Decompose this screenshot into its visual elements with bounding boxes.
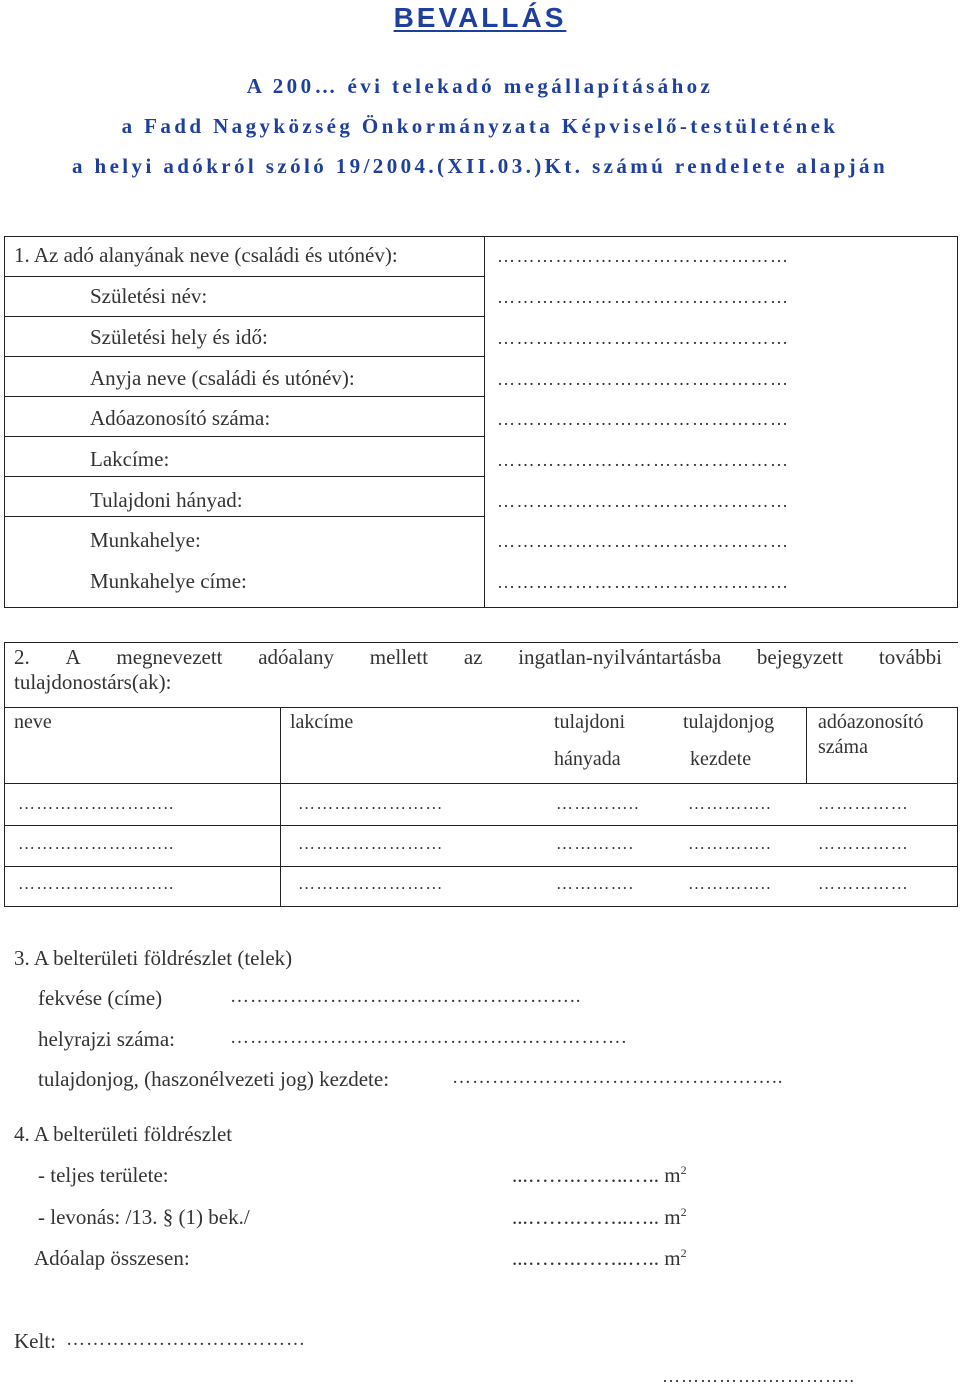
co-owner-share-field[interactable]: …………. — [556, 834, 635, 853]
date-place-label: Kelt: — [14, 1329, 56, 1353]
co-owner-share-field[interactable]: ………….. — [556, 794, 640, 813]
signature-field[interactable]: ……………..………….. — [662, 1366, 855, 1386]
intro-word: ingatlan-nyilvántartásba — [518, 645, 722, 669]
section-2-intro-line-2: tulajdonostárs(ak): — [14, 670, 172, 694]
co-owner-name-field[interactable]: …………………….. — [18, 834, 175, 853]
taxpayer-name-field[interactable]: ……………………………………… — [497, 246, 790, 266]
location-label: fekvése (címe) — [38, 986, 163, 1010]
column-header-share-1: tulajdoni — [554, 711, 626, 733]
subtitle-line-3: a helyi adókról szóló 19/2004.(XII.03.)Kt. számú rendelete alapján — [71, 154, 889, 178]
total-area-label: - teljes területe: — [38, 1163, 169, 1187]
co-owner-start-field[interactable]: ………….. — [688, 794, 772, 813]
row-divider — [5, 477, 485, 517]
ownership-share-field[interactable]: ……………………………………… — [497, 491, 790, 511]
intro-word: megnevezett — [116, 645, 223, 669]
birth-place-date-label: Születési hely és idő: — [90, 325, 268, 349]
ownership-start-label: tulajdonjog, (haszonélvezeti jog) kezdete: — [38, 1067, 390, 1091]
total-area-field[interactable]: ...…….……..….. $m^2$ — [512, 1163, 687, 1187]
address-label: Lakcíme: — [90, 447, 170, 471]
birth-name-label: Születési név: — [90, 284, 208, 308]
column-header-name: neve — [14, 711, 52, 733]
column-divider — [280, 707, 281, 907]
deduction-label: - levonás: /13. § (1) bek./ — [38, 1205, 250, 1229]
address-field[interactable]: ……………………………………… — [497, 450, 790, 470]
tax-base-total-field[interactable]: ...…….……..….. $m^2$ — [512, 1246, 687, 1270]
co-owner-name-field[interactable]: …………………….. — [18, 874, 175, 893]
co-owner-taxid-field[interactable]: …………… — [818, 794, 909, 813]
intro-word: további — [878, 645, 942, 669]
column-header-start-2: kezdete — [690, 748, 752, 770]
intro-word: az — [463, 645, 483, 669]
ownership-share-label: Tulajdoni hányad: — [90, 488, 243, 512]
intro-word: adóalany — [258, 645, 335, 669]
section-4-heading: 4. A belterületi földrészlet — [14, 1122, 233, 1146]
co-owner-address-field[interactable]: …………………… — [298, 794, 444, 813]
birth-place-date-field[interactable]: ……………………………………… — [497, 328, 790, 348]
mother-name-label: Anyja neve (családi és utónév): — [90, 366, 355, 390]
workplace-field[interactable]: ……………………………………… — [497, 531, 790, 551]
row-divider — [5, 437, 485, 477]
intro-word: A — [65, 645, 81, 669]
column-header-taxid-1: adóazonosító — [818, 711, 924, 733]
co-owner-address-field[interactable]: …………………… — [298, 874, 444, 893]
workplace-address-label: Munkahelye címe: — [90, 569, 247, 593]
tax-id-field[interactable]: ……………………………………… — [497, 409, 790, 429]
lot-number-field[interactable]: ……………………………………..……………. — [230, 1027, 628, 1048]
column-header-start-1: tulajdonjog — [683, 711, 775, 733]
co-owner-taxid-field[interactable]: …………… — [818, 834, 909, 853]
row-divider — [4, 866, 958, 867]
document-title: BEVALLÁS — [393, 2, 567, 33]
section-3-heading: 3. A belterületi földrészlet (telek) — [14, 946, 293, 970]
tax-id-label: Adóazonosító száma: — [90, 406, 271, 430]
birth-name-field[interactable]: ……………………………………… — [497, 287, 790, 307]
subtitle-line-1: A 200… évi telekadó megállapításához — [246, 74, 714, 98]
mother-name-field[interactable]: ……………………………………… — [497, 369, 790, 389]
header-divider — [4, 783, 958, 784]
co-owner-start-field[interactable]: ………….. — [688, 874, 772, 893]
taxpayer-name-label: 1. Az adó alanyának neve (családi és utónév): — [14, 243, 398, 267]
workplace-address-field[interactable]: ……………………………………… — [497, 572, 790, 592]
column-divider — [806, 707, 807, 783]
tax-base-total-label: Adóalap összesen: — [34, 1246, 190, 1270]
lot-number-label: helyrajzi száma: — [38, 1027, 176, 1051]
co-owner-start-field[interactable]: ………….. — [688, 834, 772, 853]
subtitle-line-2: a Fadd Nagyközség Önkormányzata Képviselő-testületének — [121, 114, 839, 138]
column-header-address: lakcíme — [290, 711, 354, 733]
workplace-label: Munkahelye: — [90, 528, 201, 552]
intro-word: mellett — [369, 645, 429, 669]
intro-word: bejegyzett — [756, 645, 844, 669]
co-owner-share-field[interactable]: …………. — [556, 874, 635, 893]
section-2-intro — [14, 645, 942, 670]
row-divider — [5, 277, 485, 317]
co-owner-taxid-field[interactable]: …………… — [818, 874, 909, 893]
deduction-field[interactable]: ...…….……..….. $m^2$ — [512, 1205, 687, 1229]
location-field[interactable]: …………………………………………….. — [230, 986, 582, 1007]
co-owner-name-field[interactable]: …………………….. — [18, 794, 175, 813]
co-owner-address-field[interactable]: …………………… — [298, 834, 444, 853]
ownership-start-field[interactable]: ………………………………………….. — [452, 1067, 784, 1088]
column-header-taxid-2: száma — [818, 736, 868, 758]
intro-word: 2. — [14, 645, 30, 669]
date-place-field[interactable]: ……………………………… — [66, 1329, 306, 1350]
column-header-share-2: hányada — [554, 748, 621, 770]
row-divider — [4, 825, 958, 826]
